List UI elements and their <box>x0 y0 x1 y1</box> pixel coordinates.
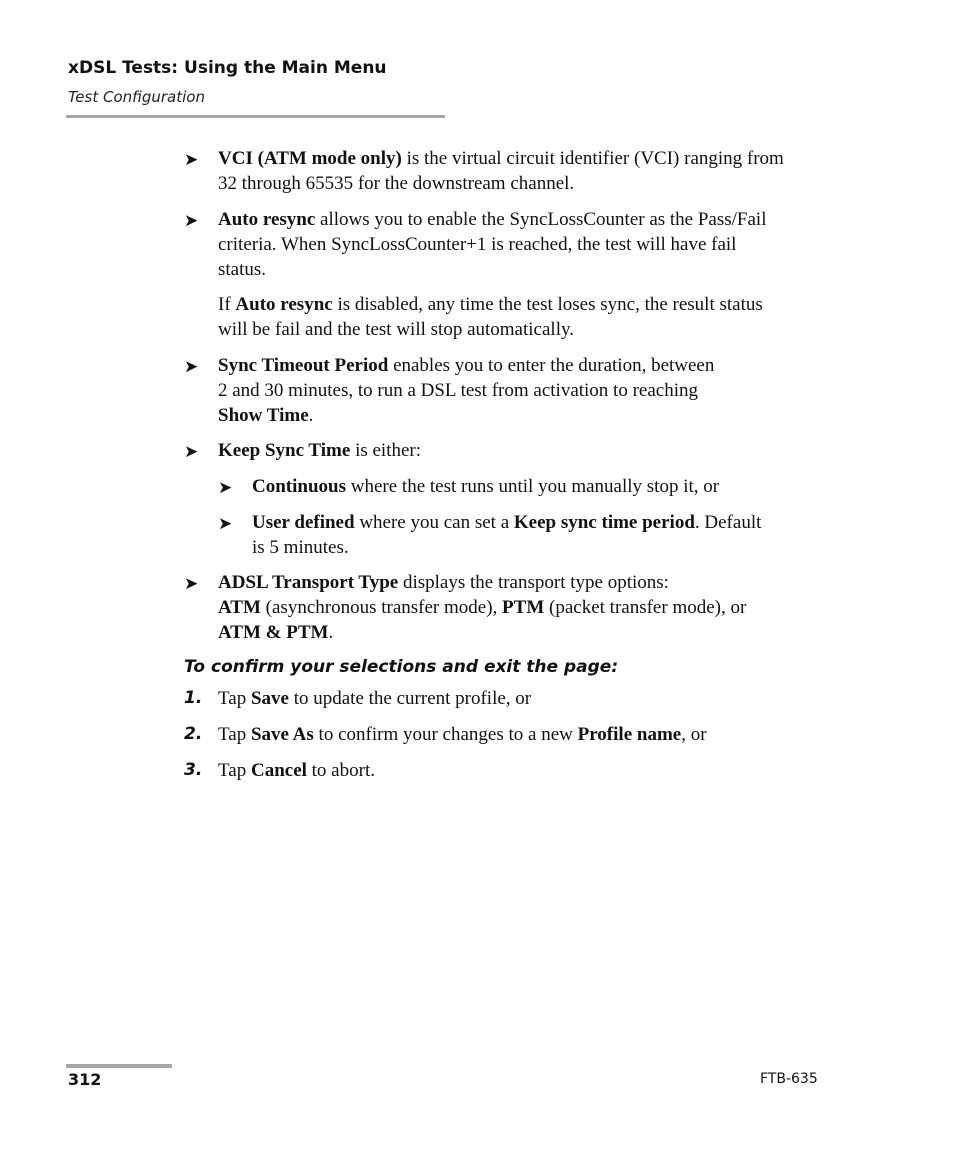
term-continuous: Continuous <box>252 476 346 497</box>
term-show-time: Show Time <box>218 405 309 426</box>
term-atm-ptm: ATM & PTM <box>218 622 329 643</box>
text: to confirm your changes to a new <box>313 724 578 745</box>
bullet-arrow-icon: ➤ <box>184 357 199 376</box>
procedure-step <box>218 758 818 783</box>
step-number: 3. <box>184 760 203 780</box>
text: is either: <box>350 440 422 461</box>
text: where you can set a <box>354 512 514 533</box>
step-number: 1. <box>184 688 203 708</box>
text: where the test runs until you manually stop it, or <box>346 476 720 497</box>
bullet-arrow-icon: ➤ <box>184 442 199 461</box>
term-atm: ATM <box>218 597 261 618</box>
text: 2 and 30 minutes, to run a DSL test from activation to reaching <box>218 380 698 401</box>
bullet-arrow-icon: ➤ <box>184 150 199 169</box>
text: If <box>218 294 236 315</box>
text: . Default <box>694 512 762 533</box>
term-profile-name: Profile name <box>577 724 682 745</box>
bullet-item-keep-sync <box>218 438 818 463</box>
bullet-item-auto-resync <box>218 207 818 282</box>
text: . <box>328 622 334 643</box>
term-keep-sync: Keep Sync Time <box>218 440 351 461</box>
text: is disabled, any time the test loses sync, the result status <box>332 294 763 315</box>
bullet-arrow-icon: ➤ <box>184 211 199 230</box>
text: Tap <box>218 688 251 709</box>
text: Tap <box>218 724 251 745</box>
term-keep-sync-period: Keep sync time period <box>513 512 695 533</box>
footer-divider <box>66 1064 172 1068</box>
header-divider <box>66 115 445 118</box>
text: Tap <box>218 760 251 781</box>
text: . <box>308 405 314 426</box>
term-user-defined: User defined <box>252 512 355 533</box>
term-save-as: Save As <box>250 724 314 745</box>
term-vci: VCI (ATM mode only) <box>218 148 402 169</box>
text: is the virtual circuit identifier (VCI) ranging from <box>401 148 784 169</box>
text: status. <box>218 259 267 280</box>
text: to update the current profile, or <box>288 688 532 709</box>
term-auto-resync: Auto resync <box>235 294 333 315</box>
text: is 5 minutes. <box>252 537 349 558</box>
page-number: 312 <box>68 1070 102 1089</box>
sub-bullet-arrow-icon: ➤ <box>218 514 233 533</box>
paragraph-auto-resync-disabled <box>218 292 818 342</box>
sub-bullet-user-defined <box>252 510 822 560</box>
term-cancel: Cancel <box>250 760 307 781</box>
text: will be fail and the test will stop automatically. <box>218 319 574 340</box>
term-save: Save <box>250 688 289 709</box>
bullet-item-adsl-transport <box>218 570 818 645</box>
text: 32 through 65535 for the downstream channel. <box>218 173 575 194</box>
page-header-subtitle: Test Configuration <box>68 88 205 106</box>
step-number: 2. <box>184 724 203 744</box>
term-ptm: PTM <box>502 597 545 618</box>
text: allows you to enable the SyncLossCounter as the Pass/Fail <box>315 209 767 230</box>
term-auto-resync: Auto resync <box>218 209 316 230</box>
footer-model: FTB-635 <box>760 1071 818 1087</box>
procedure-step <box>218 722 818 747</box>
bullet-item-vci <box>218 146 818 196</box>
text: displays the transport type options: <box>398 572 669 593</box>
text: , or <box>681 724 707 745</box>
bullet-item-sync-timeout <box>218 353 818 428</box>
sub-bullet-continuous <box>252 474 822 499</box>
bullet-arrow-icon: ➤ <box>184 574 199 593</box>
term-adsl-transport: ADSL Transport Type <box>218 572 399 593</box>
procedure-step <box>218 686 818 711</box>
text: (packet transfer mode), or <box>544 597 747 618</box>
text: (asynchronous transfer mode), <box>260 597 503 618</box>
text: to abort. <box>306 760 375 781</box>
text: enables you to enter the duration, between <box>388 355 715 376</box>
term-sync-timeout: Sync Timeout Period <box>218 355 389 376</box>
text: criteria. When SyncLossCounter+1 is reached, the test will have fail <box>218 234 737 255</box>
procedure-title: To confirm your selections and exit the page: <box>184 657 619 677</box>
sub-bullet-arrow-icon: ➤ <box>218 478 233 497</box>
page-header-title: xDSL Tests: Using the Main Menu <box>68 58 387 78</box>
